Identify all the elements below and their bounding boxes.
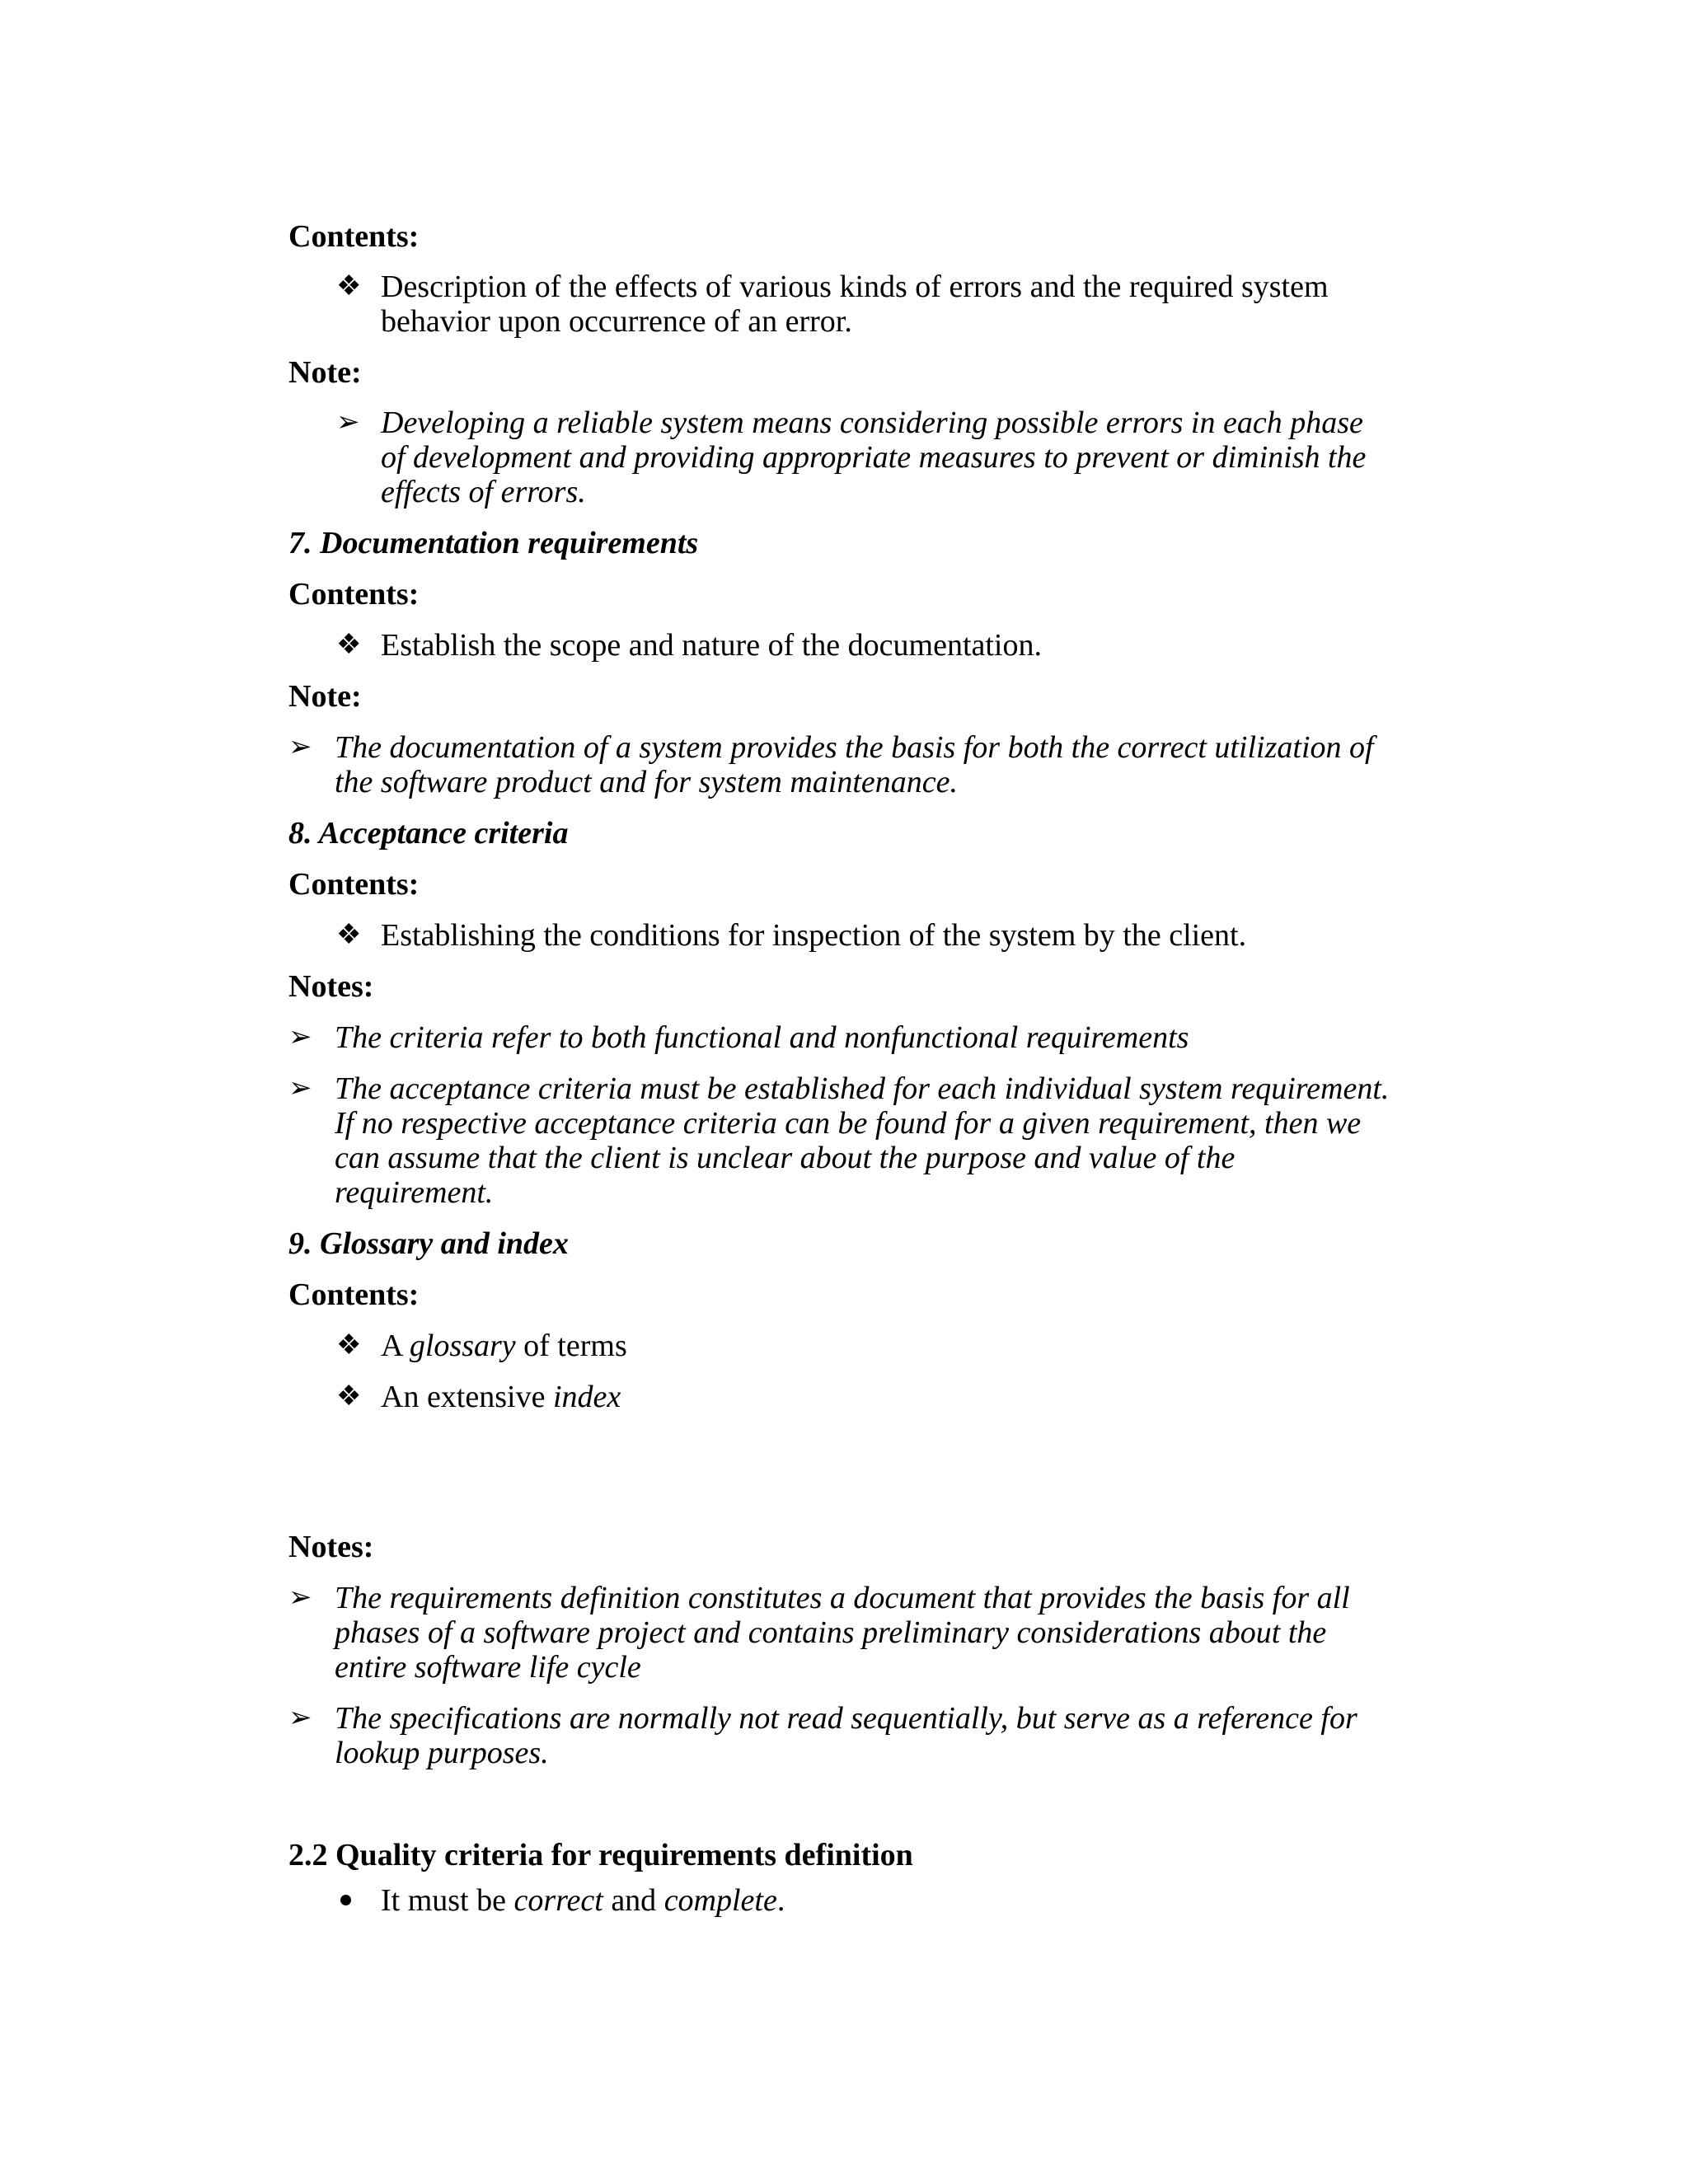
note-label: Note: — [288, 679, 362, 714]
contents-item-text: Description of the effects of various kinds of errors and the required system — [381, 269, 1329, 304]
arrow-bullet-icon: ➢ — [288, 732, 312, 762]
notes-label: Notes: — [288, 1530, 374, 1564]
note-label: Note: — [288, 355, 362, 390]
note-text: If no respective acceptance criteria can be found for a given requirement, then we — [335, 1106, 1362, 1141]
section-title: 9. Glossary and index — [288, 1226, 569, 1261]
arrow-bullet-icon: ➢ — [288, 1073, 312, 1104]
section-heading: 2.2 Quality criteria for requirements definition — [288, 1838, 913, 1872]
contents-label: Contents: — [288, 1277, 420, 1312]
contents-item-text: Establishing the conditions for inspection of the system by the client. — [381, 918, 1247, 953]
section-title: 7. Documentation requirements — [288, 526, 699, 560]
note-text: can assume that the client is unclear about the purpose and value of the — [335, 1141, 1236, 1175]
note-text: The documentation of a system provides the basis for both the correct utilization of — [335, 730, 1374, 765]
contents-label: Contents: — [288, 577, 420, 612]
diamond-bullet-icon: ❖ — [336, 1381, 362, 1412]
section-title: 8. Acceptance criteria — [288, 816, 569, 851]
contents-label: Contents: — [288, 219, 420, 254]
arrow-bullet-icon: ➢ — [288, 1022, 312, 1052]
list-item-text: It must be correct and complete. — [381, 1883, 785, 1918]
note-text: The requirements definition constitutes a document that provides the basis for all — [335, 1581, 1350, 1615]
bullet-dot-icon — [340, 1895, 351, 1905]
contents-item-text: Establish the scope and nature of the documentation. — [381, 628, 1042, 663]
diamond-bullet-icon: ❖ — [336, 630, 362, 660]
arrow-bullet-icon: ➢ — [288, 1582, 312, 1613]
note-text: phases of a software project and contains preliminary considerations about the — [335, 1615, 1327, 1650]
note-text: entire software life cycle — [335, 1650, 641, 1685]
note-text: requirement. — [335, 1175, 494, 1210]
arrow-bullet-icon: ➢ — [288, 1703, 312, 1733]
diamond-bullet-icon: ❖ — [336, 920, 362, 950]
note-text: The criteria refer to both functional and nonfunctional requirements — [335, 1020, 1189, 1055]
note-text: the software product and for system maintenance. — [335, 765, 959, 799]
note-text: The acceptance criteria must be established for each individual system requirement. — [335, 1071, 1390, 1106]
diamond-bullet-icon: ❖ — [336, 271, 362, 302]
contents-item-text: A glossary of terms — [381, 1329, 627, 1363]
contents-label: Contents: — [288, 867, 420, 902]
arrow-bullet-icon: ➢ — [336, 407, 360, 438]
note-text: lookup purposes. — [335, 1736, 549, 1770]
note-text: effects of errors. — [381, 475, 586, 509]
contents-item-text: An extensive index — [381, 1380, 621, 1414]
note-text: of development and providing appropriate measures to prevent or diminish the — [381, 440, 1367, 475]
note-text: The specifications are normally not read sequentially, but serve as a reference for — [335, 1701, 1357, 1736]
contents-item-text: behavior upon occurrence of an error. — [381, 304, 852, 339]
note-text: Developing a reliable system means considering possible errors in each phase — [381, 405, 1363, 440]
notes-label: Notes: — [288, 969, 374, 1004]
diamond-bullet-icon: ❖ — [336, 1330, 362, 1361]
